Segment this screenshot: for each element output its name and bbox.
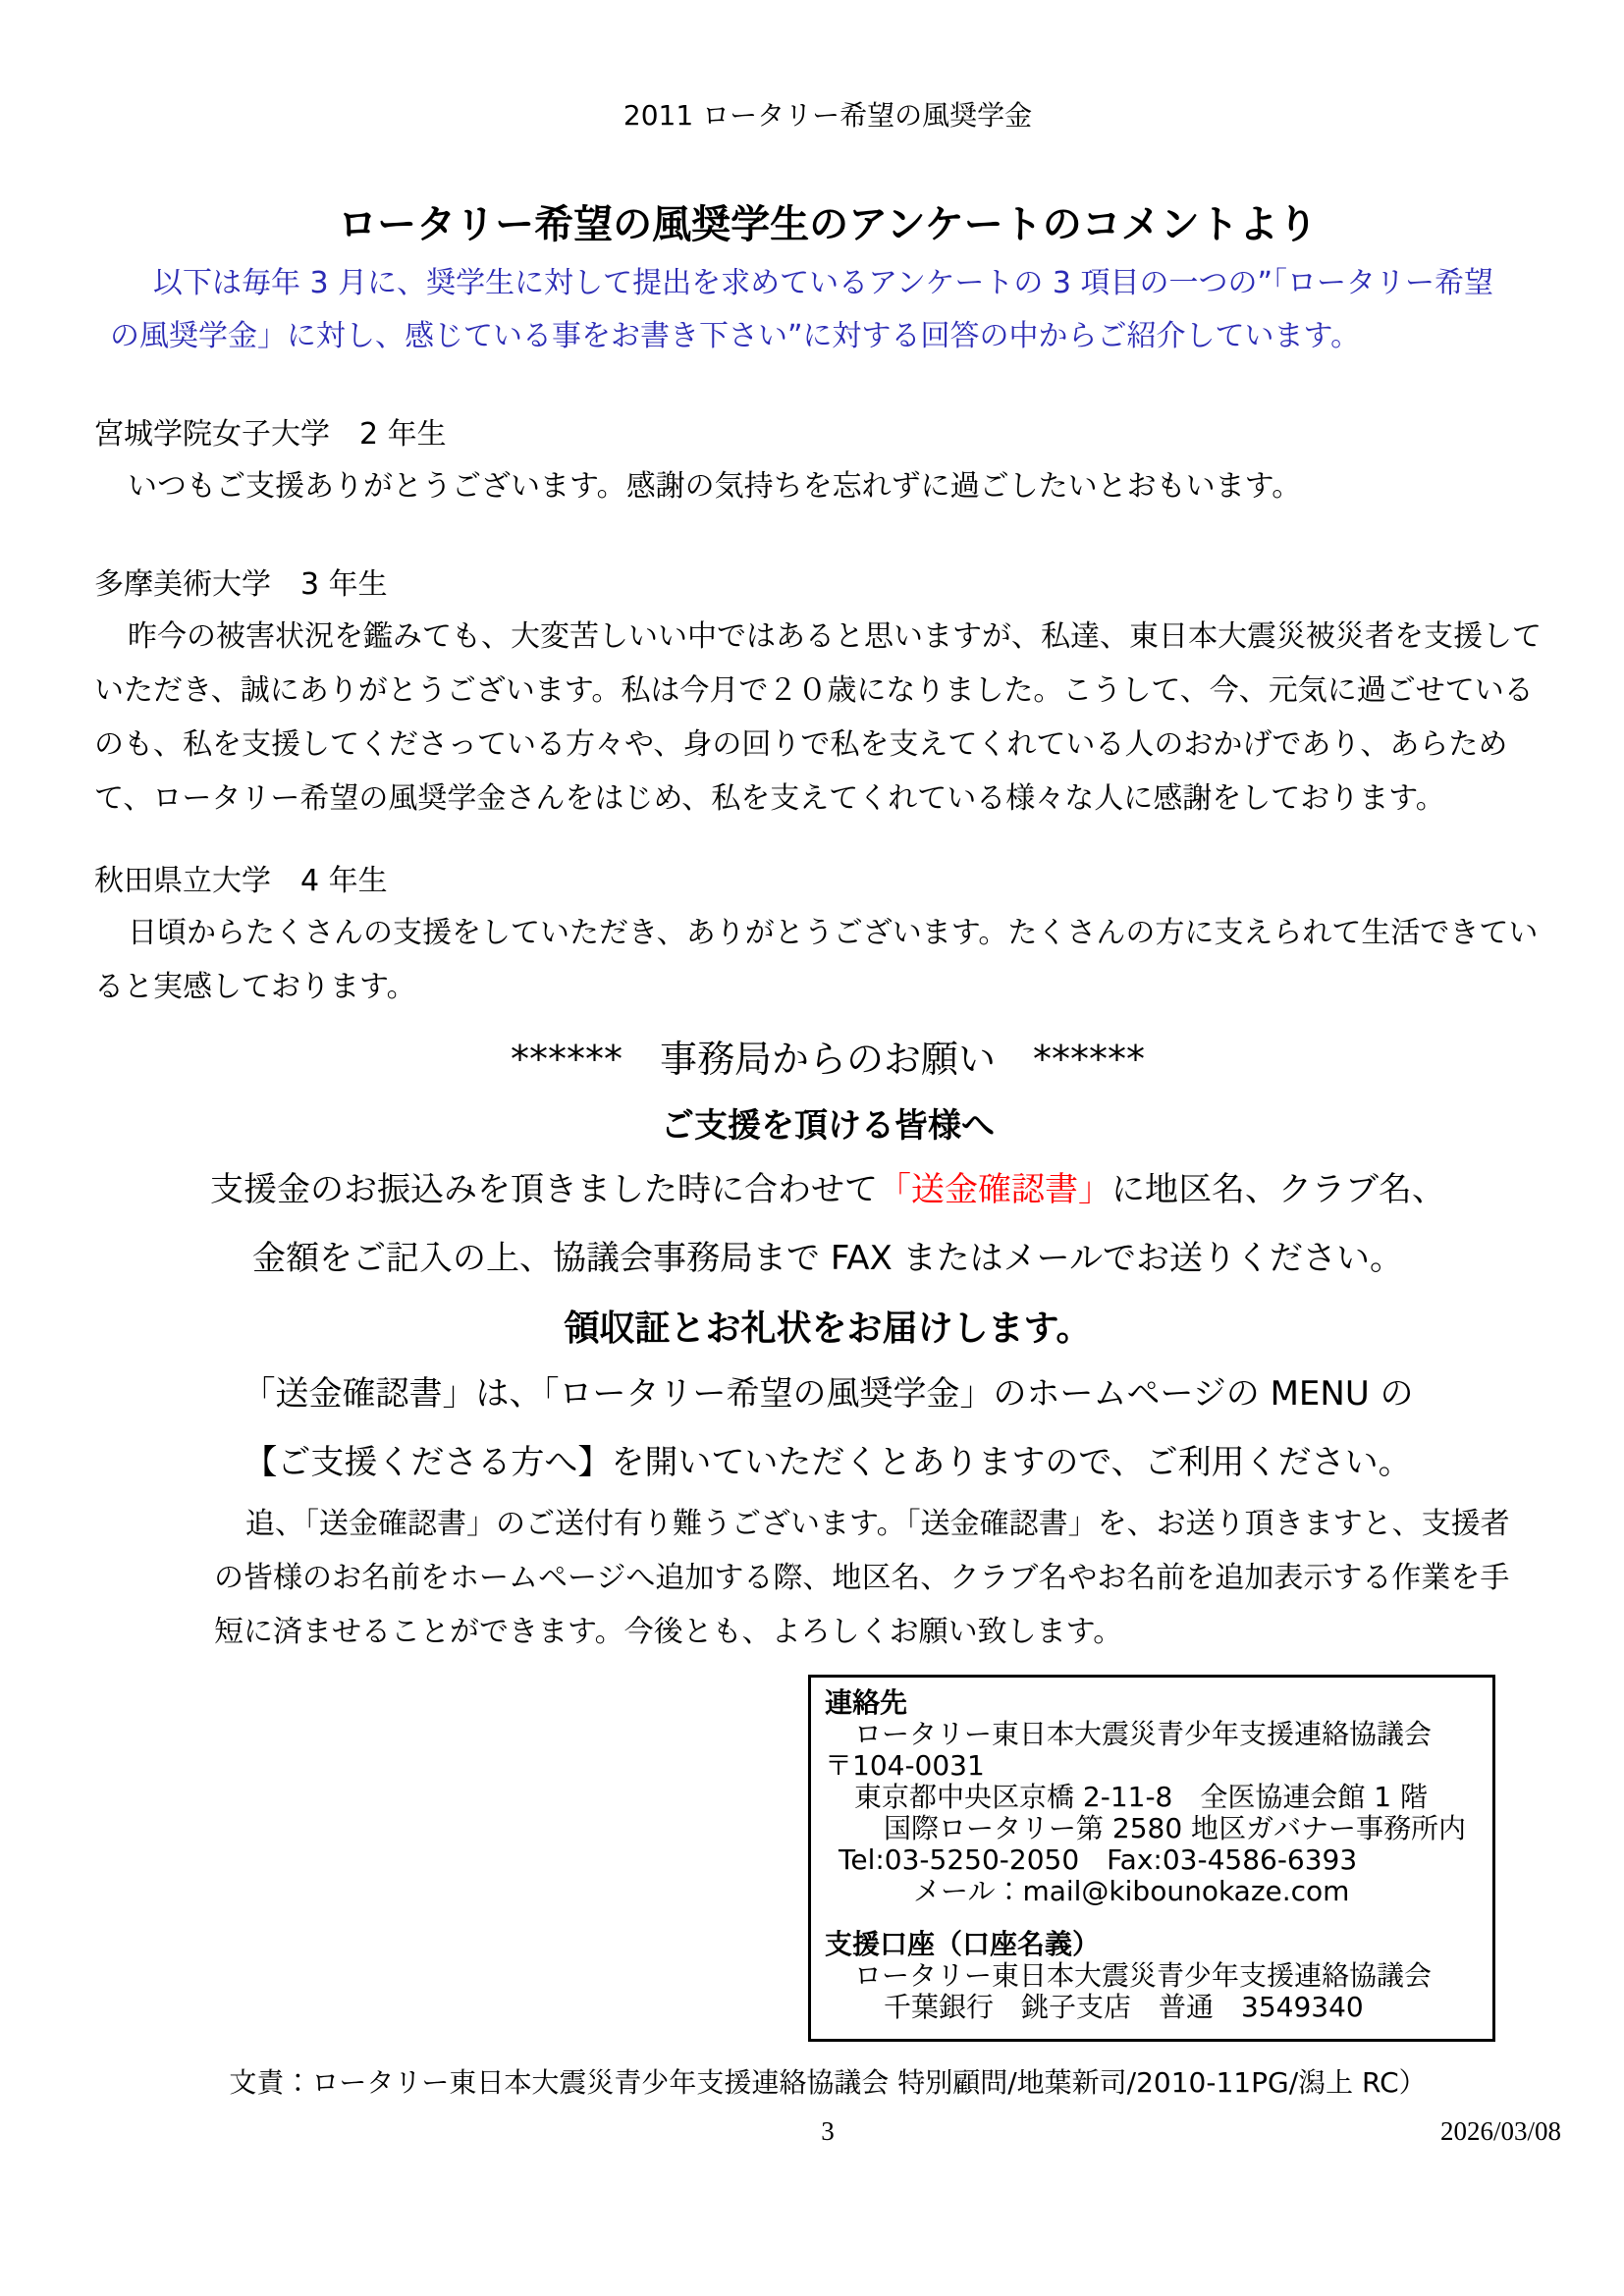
remittance-instruction-line2: 金額をご記入の上、協議会事務局まで FAX またはメールでお送りください。 [252, 1239, 1403, 1278]
comment-section [94, 857, 1561, 1014]
contact-box [808, 1675, 1495, 2042]
footer-meta [94, 2114, 1561, 2148]
account-detail: 千葉銀行 銚子支店 普通 3549340 [884, 1991, 1364, 2023]
page-title: ロータリー希望の風奨学生のアンケートのコメントより [338, 202, 1318, 247]
address-line2: 国際ロータリー第 2580 地区ガバナー事務所内 [884, 1812, 1467, 1844]
remittance-text-before: 支援金のお振込みを頂きました時に合わせて [210, 1170, 878, 1209]
tel-fax: Tel:03-5250-2050 Fax:03-4586-6393 [839, 1843, 1358, 1876]
office-request-heading: ****** 事務局からのお願い ****** [510, 1038, 1145, 1081]
form-location-line2: 【ご支援くださる方へ】を開いていただくとありますので、ご利用ください。 [244, 1443, 1412, 1482]
comment-text: 日頃からたくさんの支援をしていただき、ありがとうございます。たくさんの方に支えられて生活できていると実感しております。 [94, 916, 1539, 1004]
intro-note: 以下は毎年 3 月に、奨学生に対して提出を求めているアンケートの 3 項目の一つの”「ロータリー希望の風奨学金」に対し、感じている事をお書き下さい”に対する回答の中からご紹介しています。 [110, 266, 1494, 353]
page-number: 3 [821, 2116, 835, 2146]
postscript: 追、「送金確認書」のご送付有り難うございます。「送金確認書」を、お送り頂きますと、支援者の皆様のお名前をホームページへ追加する際、地区名、クラブ名やお名前を追加表示する作業を手短に済ませることができます。今後とも、よろしくお願い致します。 [214, 1507, 1510, 1649]
doc-header: 2011 ロータリー希望の風奨学金 [623, 99, 1033, 132]
account-label: 支援口座（口座名義） [825, 1928, 1101, 1960]
comment-text: 昨今の被害状況を鑑みても、大変苦しいい中ではあると思いますが、私達、東日本大震災被災者を支援していただき、誠にありがとうございます。私は今月で２０歳になりました。こうして、今、元気に過ごせているのも、私を支援してくださっている方々や、身の回りで私を支えてくれている人のおかげであり、あらためて、ロータリー希望の風奨学金さんをはじめ、私を支えてくれている様々な人に感謝をしております。 [94, 619, 1542, 816]
remittance-form-name: 「送金確認書」 [878, 1170, 1111, 1209]
contact-org: ロータリー東日本大震災青少年支援連絡協議会 [854, 1718, 1433, 1750]
email-address: メール：mail@kibounokaze.com [913, 1875, 1350, 1907]
postal-code: 〒104-0031 [825, 1749, 985, 1782]
supporters-heading: ご支援を頂ける皆様へ [661, 1106, 995, 1146]
comment-text: いつもご支援ありがとうございます。感謝の気持ちを忘れずに過ごしたいとおもいます。 [128, 469, 1302, 504]
remittance-instruction-line1 [94, 1155, 1561, 1224]
form-location [94, 1360, 1561, 1497]
remittance-instruction [94, 1155, 1561, 1293]
date-stamp: 2026/03/08 [1439, 2116, 1561, 2146]
form-location-line1: 「送金確認書」は、「ロータリー希望の風奨学金」のホームページの MENU の [242, 1374, 1414, 1414]
comment-section [94, 561, 1561, 826]
school-name: 秋田県立大学 4 年生 [94, 864, 388, 898]
comment-section [94, 410, 1561, 513]
account-org: ロータリー東日本大震災青少年支援連絡協議会 [854, 1959, 1433, 1992]
address-line1: 東京都中央区京橋 2-11-8 全医協連会館 1 階 [854, 1781, 1428, 1813]
contact-label: 連絡先 [825, 1686, 908, 1719]
school-name: 宮城学院女子大学 2 年生 [94, 417, 447, 452]
school-name: 多摩美術大学 3 年生 [94, 567, 388, 602]
remittance-text-after: に地区名、クラブ名、 [1111, 1170, 1445, 1209]
credit-line: 文責：ロータリー東日本大震災青少年支援連絡協議会 特別顧問/地葉新司/2010-11PG/潟上 RC） [229, 2066, 1427, 2099]
receipt-heading: 領収証とお礼状をお届けします。 [564, 1308, 1092, 1349]
